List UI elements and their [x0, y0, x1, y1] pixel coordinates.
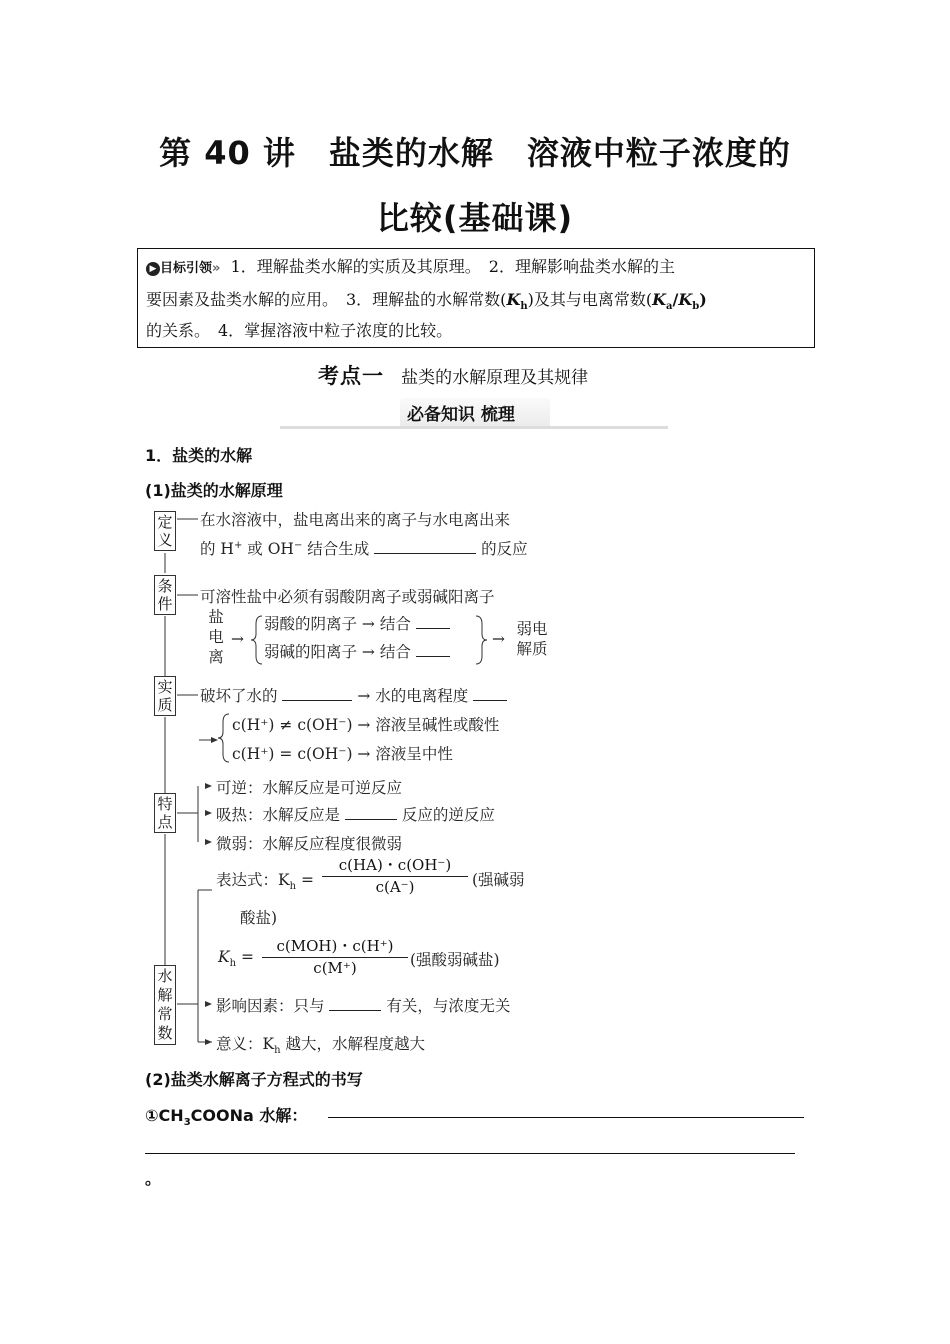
arrow-right-icon: →: [231, 630, 244, 648]
cond-line: 可溶性盐中必须有弱酸阴离子或弱碱阳离子: [200, 588, 495, 606]
banner-title: 必备知识 梳理: [407, 405, 515, 425]
kh-factor: 影响因素：只与 有关，与浓度无关: [216, 997, 511, 1015]
essence-line: 破坏了水的 → 水的电离程度: [200, 684, 507, 706]
kh2-fraction: [262, 935, 408, 977]
label-hydrolysis-constant: 水解常数: [154, 965, 176, 1045]
kaodian-topic: 盐类的水解原理及其规律: [401, 368, 589, 388]
kh2-label: $K_h$ =: [218, 948, 254, 970]
kh1-note: (强碱弱: [472, 871, 525, 889]
label-feature: 特点: [154, 793, 176, 833]
weak-acid-anion-line: 弱酸的阴离子 → 结合: [264, 612, 450, 634]
feat-reversible: 可逆：水解反应是可逆反应: [216, 779, 403, 797]
heading-1-2: (2)盐类水解离子方程式的书写: [145, 1070, 363, 1089]
heading-1: 1．盐类的水解: [145, 446, 253, 465]
kh2-note: (强酸弱碱盐): [410, 951, 500, 969]
blank-h[interactable]: [416, 614, 450, 629]
answer-line-1[interactable]: [328, 1117, 804, 1118]
page-title: 第 40 讲 盐类的水解 溶液中粒子浓度的: [159, 134, 791, 172]
neq-line: c(H⁺) ≠ c(OH⁻) → 溶液呈碱性或酸性: [232, 716, 500, 734]
blank-oh[interactable]: [416, 642, 450, 657]
def-line1: 在水溶液中，盐电离出来的离子与水电离出来: [200, 511, 511, 529]
play-icon: ▶: [146, 262, 160, 276]
label-essence: 实质: [154, 676, 176, 716]
label-definition: 定义: [154, 511, 176, 551]
weak-electrolyte: 弱电解质: [516, 620, 548, 658]
objective-line2a: 要因素及盐类水解的应用。 3．理解盐的水解常数(: [146, 290, 507, 309]
label-condition: 条件: [154, 575, 176, 615]
heading-1-1: (1)盐类的水解原理: [145, 481, 283, 500]
objective-line2b: )及其与电离常数(: [527, 290, 653, 309]
weak-base-cation-line: 弱碱的阳离子 → 结合: [264, 640, 450, 662]
objective-line1: 1．理解盐类水解的实质及其原理。 2．理解影响盐类水解的主: [230, 257, 675, 276]
blank-neutralization[interactable]: [345, 805, 397, 820]
arrow-right-icon-2: →: [492, 630, 505, 648]
eq-line: c(H⁺) = c(OH⁻) → 溶液呈中性: [232, 745, 453, 763]
answer-line-2[interactable]: [145, 1153, 795, 1154]
blank-temperature[interactable]: [329, 996, 381, 1011]
feat-endothermic: 吸热：水解反应是 反应的逆反应: [216, 806, 495, 824]
q1-label: $①CH_3COONa$ 水解：: [145, 1106, 308, 1129]
page-subtitle: 比较(基础课): [376, 199, 574, 237]
kh1-note2: 酸盐): [240, 909, 278, 927]
kh1-denominator: c(A⁻): [375, 878, 415, 896]
kh2-denominator: c(M⁺): [313, 959, 357, 977]
end-mark: 。: [145, 1169, 162, 1188]
kh2-numerator: c(MOH)・c(H⁺): [262, 935, 408, 958]
def-line2: 的 H+ 或 OH− 结合生成 的反应: [200, 539, 528, 558]
objectives-box: ▶ 目标引领» 1．理解盐类水解的实质及其原理。 2．理解影响盐类水解的主 要因素及盐类水解的应用。 3．理解盐的水解常数$(K_h)$及其与电离常数$(K_a/K_b)$ 的关系。 4．掌握溶液中粒子浓度的比较。: [137, 248, 815, 348]
feat-weak: 微弱：水解反应程度很微弱: [216, 835, 403, 853]
kh1-fraction: [322, 854, 468, 896]
salt-ionize: 盐电离: [208, 608, 224, 666]
blank-product[interactable]: [374, 539, 476, 554]
objective-line3: 的关系。 4．掌握溶液中粒子浓度的比较。: [146, 321, 453, 340]
kh-expression-label: 表达式：$K_h$ =: [216, 871, 314, 893]
objectives-tag: ▶ 目标引领»: [146, 253, 220, 284]
blank-ionization-degree[interactable]: [473, 686, 507, 701]
blank-ionization-equilibrium[interactable]: [282, 686, 352, 701]
double-chevron-icon: »: [212, 261, 221, 276]
kaodian-label: 考点一: [318, 364, 384, 388]
kh1-numerator: c(HA)・c(OH⁻): [322, 854, 468, 877]
kh-meaning: 意义：$K_h$ 越大，水解程度越大: [216, 1035, 425, 1057]
